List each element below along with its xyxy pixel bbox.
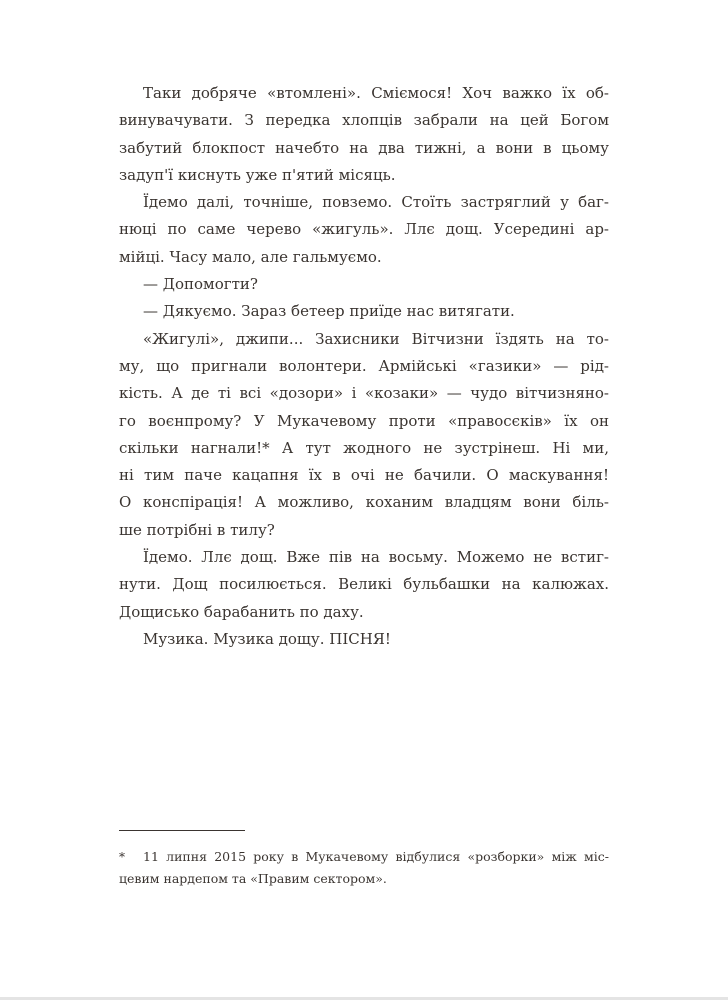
paragraph-3 [119, 271, 609, 298]
text-line: Музика. Музика дощу. ПІСНЯ! [143, 629, 391, 648]
text-line: ше потрібні в тилу? [119, 520, 275, 539]
paragraph-7 [119, 626, 609, 653]
footnote [119, 846, 609, 890]
paragraph-6 [119, 544, 609, 626]
page-body [119, 80, 609, 653]
text-line: винувачувати. З передка хлопців забрали на цей Богом [119, 111, 609, 130]
text-line: забутий блокпост начебто на два тижні, а вони в цьому [119, 138, 609, 157]
text-line: кість. А де ті всі «дозори» і «козаки» — чудо вітчизняно- [119, 384, 609, 403]
text-line: му, що пригнали волонтери. Армійські «газики» — рід- [119, 356, 609, 375]
text-line: задуп'ї киснуть уже п'ятий місяць. [119, 165, 396, 184]
text-line: О конспірація! А можливо, коханим владцям вони біль- [119, 493, 609, 512]
text-line: скільки нагнали!* А тут жодного не зустрінеш. Ні ми, [119, 438, 609, 457]
text-line: го воєнпрому? У Мукачевому проти «правосєків» їх он [119, 411, 609, 430]
footnote-marker: * [119, 850, 125, 864]
footnote-line: 11 липня 2015 року в Мукачевому відбулися «розборки» між міс- [143, 849, 609, 864]
paragraph-2 [119, 189, 609, 271]
text-line: — Допомогти? [143, 275, 258, 294]
text-line: нюці по саме черево «жигуль». Ллє дощ. Усередині ар- [119, 220, 609, 239]
text-line: — Дякуємо. Зараз бетеер приїде нас витягати. [143, 302, 515, 321]
text-line: нути. Дощ посилюється. Великі бульбашки на калюжах. [119, 575, 609, 594]
text-line: «Жигулі», джипи... Захисники Вітчизни їздять на то- [143, 329, 609, 348]
paragraph-4 [119, 298, 609, 325]
footnote-text [119, 846, 609, 890]
paragraph-5 [119, 326, 609, 544]
text-line: Таки добряче «втомлені». Сміємося! Хоч важко їх об- [143, 84, 609, 102]
text-line: Дощисько барабанить по даху. [119, 602, 364, 621]
text-line: Їдемо далі, точніше, повземо. Стоїть застряглий у баг- [143, 193, 609, 212]
footnote-separator [119, 830, 245, 831]
text-line: мійці. Часу мало, але гальмуємо. [119, 247, 382, 266]
footnote-line: цевим нардепом та «Правим сектором». [119, 871, 387, 886]
text-line: Їдемо. Ллє дощ. Вже пів на восьму. Можемо не встиг- [143, 548, 609, 567]
text-line: ні тим паче кацапня їх в очі не бачили. О маскування! [119, 466, 609, 485]
paragraph-1 [119, 80, 609, 189]
